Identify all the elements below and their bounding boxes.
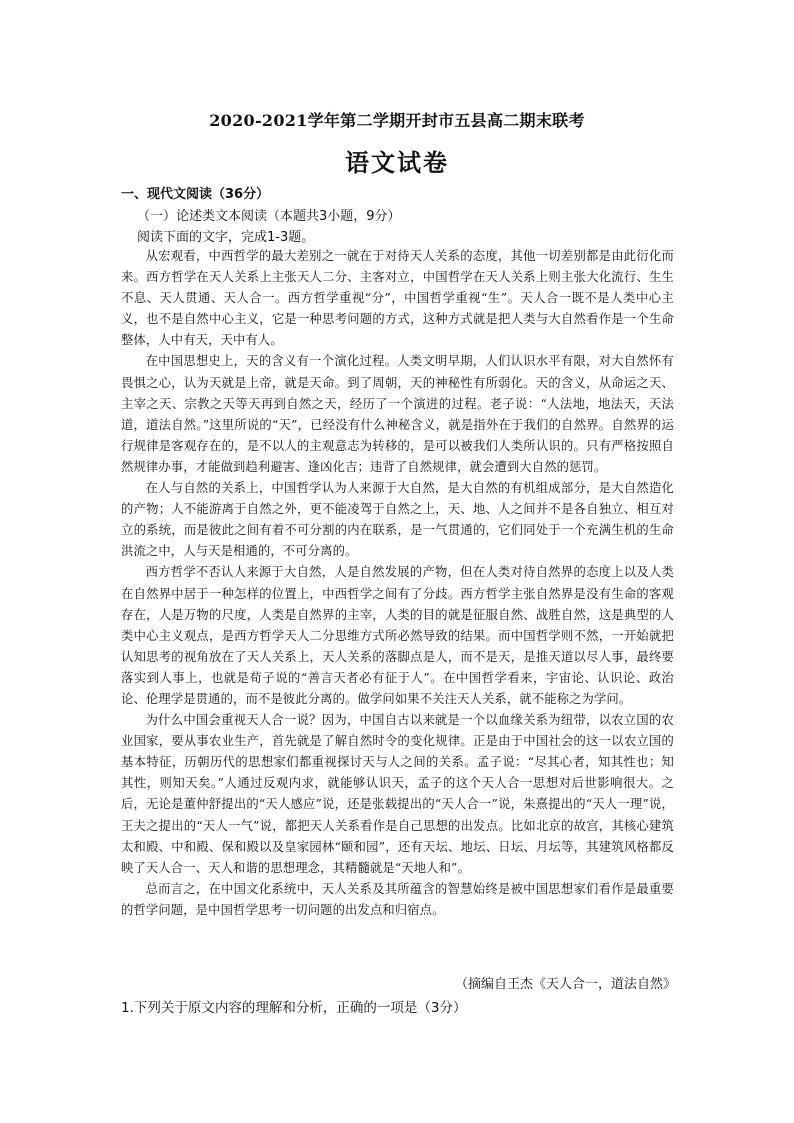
- question-1: 1.下列关于原文内容的理解和分析，正确的一项是（3分）: [121, 1000, 467, 1016]
- passage-paragraph-2: 在中国思想史上，天的含义有一个演化过程。人类文明早期，人们认识水平有限，对大自然怀有畏惧之心，认为天就是上帝，就是天命。到了周朝，天的神秘性有所弱化。天的含义，从命运之天、主宰之天、宗教之天等天再到自然之天，经历了一个演进的过程。老子说：“人法地，地法天，天法道，道法自然。”这里所说的“天”，已经没有什么神秘含义，就是指外在于我们的自然界。自然界的运行规律是客观存在的，是不以人的主观意志为转移的，是可以被我们人类所认识的。只有严格按照自然规律办事，才能做到趋利避害、逢凶化吉；违背了自然规律，就会遭到大自然的惩罚。: [121, 354, 674, 474]
- section-heading: 一、现代文阅读（36分）: [121, 187, 270, 202]
- exam-title: 2020-2021学年第二学期开封市五县高二期末联考: [209, 111, 585, 130]
- subsection-heading: （一）论述类文本阅读（本题共3小题，9分）: [137, 209, 401, 224]
- passage-paragraph-4: 西方哲学不否认人来源于大自然，人是自然发展的产物，但在人类对待自然界的态度上以及人类在自然界中居于一种怎样的位置上，中西哲学之间有了分歧。西方哲学主张自然界是没有生命的客观存在，人是万物的尺度，人类是自然界的主宰，人类的目的就是征服自然、战胜自然，这是典型的人类中心主义观点，是西方哲学天人二分思维方式所必然导致的结果。而中国哲学则不然，一开始就把认知思考的视角放在了天人关系上，天人关系的落脚点是人，而不是天，是推天道以尽人事，最终要落实到人事上，也就是荀子说的“善言天者必有征于人”。在中国哲学看来，宇宙论、认识论、政治论、伦理学是贯通的，而不是彼此分离的。做学问如果不关注天人关系，就不能称之为学问。: [121, 565, 674, 706]
- passage-paragraph-1: 从宏观看，中西哲学的最大差别之一就在于对待天人关系的态度，其他一切差别都是由此衍化而来。西方哲学在天人关系上主张天人二分、主客对立，中国哲学在天人关系上则主张大化流行、生生不息、天人贯通、天人合一。西方哲学重视“分”，中国哲学重视“生”。天人合一既不是人类中心主义，也不是自然中心主义，它是一种思考问题的方式，这种方式就是把人类与大自然看作是一个生命整体，人中有天，天中有人。: [121, 249, 674, 348]
- passage-paragraph-3: 在人与自然的关系上，中国哲学认为人来源于大自然，是大自然的有机组成部分，是大自然造化的产物；人不能游离于自然之外，更不能凌驾于自然之上，天、地、人之间并不是各自独立、相互对立的系统，而是彼此之间有着不可分割的内在联系，是一气贯通的，它们同处于一个充满生机的生命洪流之中，人与天是相通的，不可分离的。: [121, 481, 674, 559]
- source-note: （摘编自王杰《天人合一，道法自然》: [454, 977, 676, 992]
- passage-paragraph-6: 总而言之，在中国文化系统中，天人关系及其所蕴含的智慧始终是被中国思想家们看作是最重要的哲学问题，是中国哲学思考一切问题的出发点和归宿点。: [121, 881, 674, 917]
- reading-instruction: 阅读下面的文字，完成1-3题。: [137, 230, 315, 245]
- exam-subtitle: 语文试卷: [345, 149, 449, 177]
- passage-body: [121, 246, 674, 921]
- passage-paragraph-5: 为什么中国会重视天人合一说？因为，中国自古以来就是一个以血缘关系为纽带，以农立国的农业国家，要从事农业生产，首先就是了解自然时令的变化规律。正是由于中国社会的这一以农立国的基本特征，历朝历代的思想家们都重视探讨天与人之间的关系。孟子说：“尽其心者，知其性也；知其性，则知天矣。”人通过反观内求，就能够认识天，孟子的这个天人合一思想对后世影响很大。之后，无论是董仲舒提出的“天人感应”说，还是张载提出的“天人合一”说，朱熹提出的“天人一理”说，王夫之提出的“天人一气”说，都把天人关系看作是自己思想的出发点。比如北京的故宫，其核心建筑太和殿、中和殿、保和殿以及皇家园林“颐和园”，还有天坛、地坛、日坛、月坛等，其建筑风格都反映了天人合一、天人和谐的思想理念，其精髓就是“天地人和”。: [121, 713, 674, 875]
